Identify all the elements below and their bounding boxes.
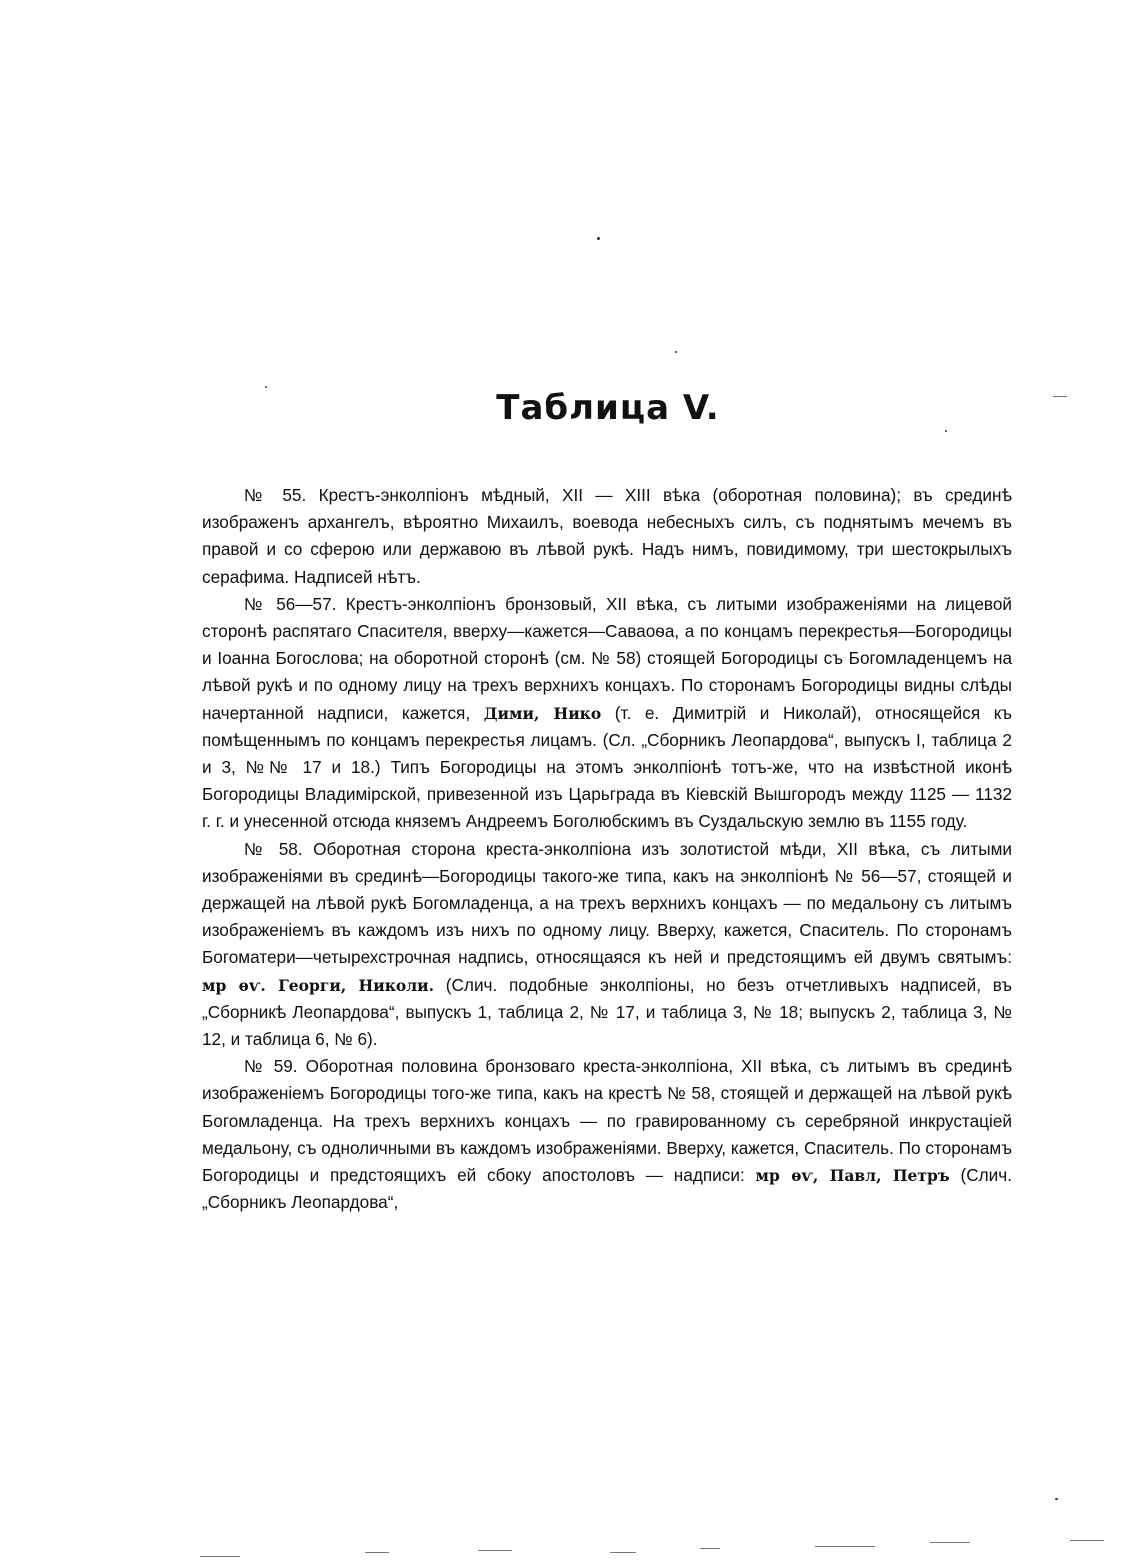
- paragraph-text: (т. е. Димитрій и Николай), относящейся къ помѣщеннымъ по концамъ перекрестья лицамъ. (Сл. „Сборникъ Леопардова“, выпускъ I, таблица 2 и 3, №№ 17 и 18.) Типъ Богородицы на этомъ энколпіонѣ тотъ-же, что на извѣстной иконѣ Богородицы Владимірской, привезенной изъ Царьграда въ Кіевскій Вышгородъ между 1125 — 1132 г. г. и унесенной отсюда княземъ Андреемъ Боголюбскимъ въ Суздальскую землю въ 1155 году.: [202, 702, 1012, 832]
- slavonic-inscription: Дими, Нико: [483, 703, 602, 723]
- scan-speck: [265, 386, 267, 388]
- scan-mark: [700, 1548, 720, 1549]
- paragraph-text: № 55. Крестъ-энколпіонъ мѣдный, XII — XIII вѣка (оборотная половина); въ срединѣ изображенъ архангелъ, вѣроятно Михаилъ, воевода небесныхъ силъ, съ поднятымъ мечемъ въ правой и со сферою или державою въ лѣвой рукѣ. Надъ нимъ, повидимому, три шестокрылыхъ серафима. Надписей нѣтъ.: [202, 485, 1012, 587]
- slavonic-inscription: мр ѳѵ, Павл, Петръ: [755, 1166, 950, 1186]
- slavonic-inscription: мр ѳѵ. Георги, Николи.: [202, 975, 435, 995]
- scan-mark: [365, 1552, 389, 1553]
- paragraph: [202, 1053, 1012, 1216]
- scan-mark: [200, 1556, 240, 1557]
- paragraph-text: (Слич. подобные энколпіоны, но безъ отчетливыхъ надписей, въ „Сборникѣ Леопардова“, выпускъ 1, таблица 2, № 17, и таблица 3, № 18; выпускъ 2, таблица 3, № 12, и таблица 6, № 6).: [202, 974, 1012, 1050]
- body-text: [202, 482, 1012, 1216]
- scan-mark: [1053, 396, 1067, 397]
- paragraph: [202, 482, 1012, 591]
- scan-speck: [1055, 1498, 1058, 1500]
- page-title: Таблица V.: [496, 388, 720, 428]
- paragraph-text: № 58. Оборотная сторона креста-энколпіона изъ золотистой мѣди, XII вѣка, съ литыми изображеніями въ срединѣ—Богородицы такого-же типа, какъ на энколпіонѣ № 56—57, стоящей и держащей на лѣвой рукѣ Богомладенца, а на трехъ верхнихъ концахъ — по медальону съ литымъ изображеніемъ въ каждомъ изъ нихъ по одному лицу. Вверху, кажется, Спаситель. По сторонамъ Богоматери—четырехстрочная надпись, относящаяся къ ней и предстоящимъ ей двумъ святымъ:: [202, 838, 1012, 968]
- scan-mark: [478, 1550, 512, 1551]
- scan-mark: [610, 1552, 636, 1553]
- paragraph: [202, 591, 1012, 836]
- scan-speck: [945, 430, 947, 432]
- scan-speck: [675, 351, 677, 353]
- scan-mark: [1070, 1540, 1104, 1541]
- scan-speck: [597, 237, 600, 240]
- paragraph-text: (Слич. „Сборникъ Леопардова“,: [202, 1165, 1012, 1213]
- paragraph: [202, 836, 1012, 1054]
- scan-mark: [815, 1546, 875, 1547]
- paragraph-text: № 56—57. Крестъ-энколпіонъ бронзовый, XII вѣка, съ литыми изображеніями на лицевой сторонѣ распятаго Спасителя, вверху—кажется—Саваоѳа, а по концамъ перекрестья—Богородицы и Іоанна Богослова; на оборотной сторонѣ (см. № 58) стоящей Богородицы съ Богомладенцемъ на лѣвой рукѣ и по одному лицу на трехъ верхнихъ концахъ. По сторонамъ Богородицы видны слѣды начертанной надписи, кажется,: [202, 593, 1012, 723]
- paragraph-text: № 59. Оборотная половина бронзоваго креста-энколпіона, XII вѣка, съ литымъ въ срединѣ изображеніемъ Богородицы того-же типа, какъ на крестѣ № 58, стоящей и держащей на лѣвой рукѣ Богомладенца. На трехъ верхнихъ концахъ — по гравированному съ серебряной инкрустаціей медальону, съ одноличными въ каждомъ изображеніями. Вверху, кажется, Спаситель. По сторонамъ Богородицы и предстоящихъ ей сбоку апостоловъ — надписи:: [202, 1056, 1012, 1186]
- scan-mark: [930, 1542, 970, 1543]
